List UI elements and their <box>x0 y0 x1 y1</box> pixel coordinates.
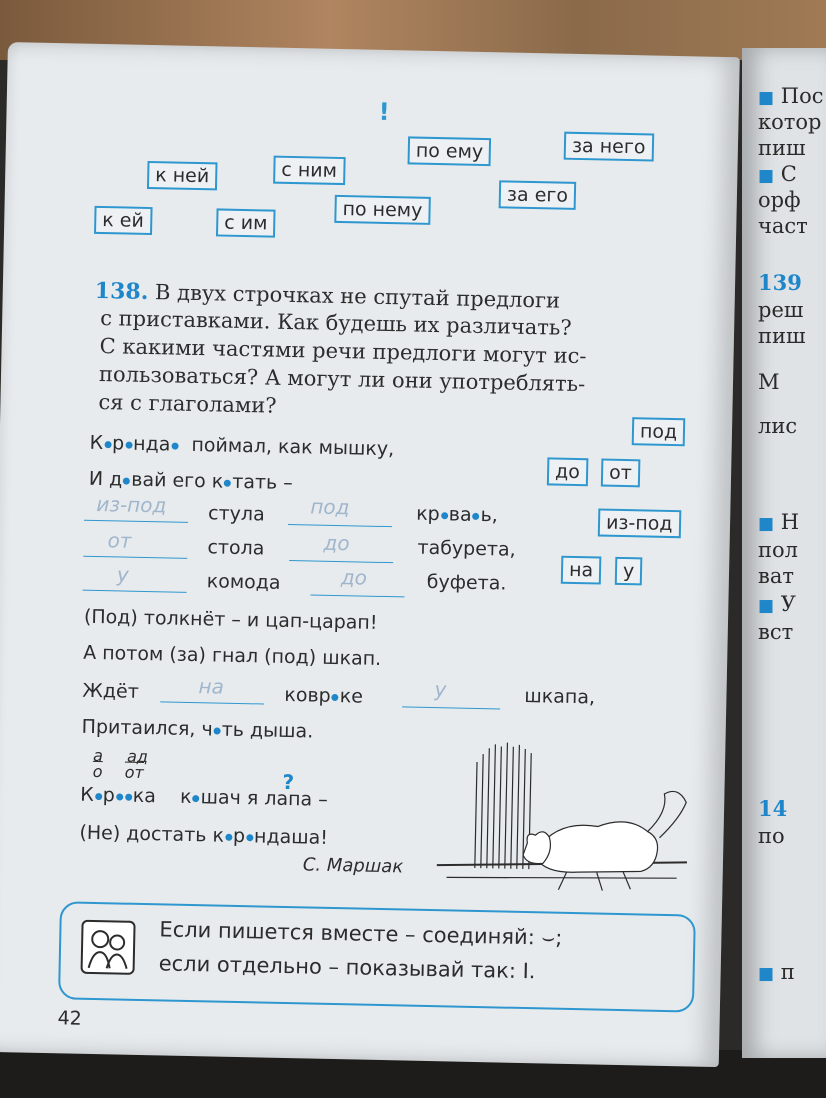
right-page-line: лис <box>758 414 798 438</box>
right-page-line: вст <box>758 620 794 644</box>
rule-box <box>58 901 696 1012</box>
preposition-box: у <box>615 557 643 586</box>
answer-blank[interactable] <box>83 532 188 559</box>
missing-letter-dot <box>125 794 132 801</box>
task-line: ся с глаголами? <box>98 389 277 418</box>
rule-line: Если пишется вместе – соединяй: ⌣; <box>159 917 563 950</box>
poem-line: К р ка к шач я лапа – <box>80 783 328 811</box>
missing-letter-dot <box>116 793 123 800</box>
right-page-line: ■ У <box>758 592 796 616</box>
right-page-line: пиш <box>758 136 806 160</box>
hint-letter: от <box>124 762 145 783</box>
square-bullet-icon: ■ <box>758 596 775 616</box>
poem-line: А потом (за) гнал (под) шкап. <box>82 641 382 670</box>
missing-letter-dot <box>104 441 111 448</box>
missing-letter-dot <box>125 442 132 449</box>
hint-letter: ад <box>126 746 149 767</box>
page-number: 42 <box>57 1007 82 1030</box>
poem-word: ковр ке <box>284 683 364 708</box>
preposition-box: под <box>632 417 686 446</box>
missing-letter-dot <box>123 478 130 485</box>
poem-word: комода <box>206 570 281 594</box>
word-pair-box: к ей <box>94 206 152 235</box>
handwritten-answer: на <box>198 674 225 699</box>
poem-word: стола <box>207 536 265 560</box>
word-pair-box: с ним <box>273 156 345 185</box>
poem-line: К р нда поймал, как мышку, <box>89 431 395 461</box>
square-bullet-icon: ■ <box>758 166 775 186</box>
square-bullet-icon: ■ <box>758 88 775 108</box>
task-line: 138. В двух строчках не спутай предлоги <box>94 277 561 313</box>
missing-letter-dot <box>171 443 178 450</box>
right-page <box>742 48 826 1058</box>
missing-letter-dot <box>441 512 448 519</box>
right-page-line: М <box>758 370 780 394</box>
poem-word: табурета, <box>417 536 516 561</box>
missing-letter-dot <box>95 793 102 800</box>
poem-line: И д вай его к тать – <box>88 467 294 495</box>
reading-children-icon <box>81 920 136 975</box>
answer-blank[interactable] <box>83 566 188 593</box>
right-page-line: ват <box>758 564 794 588</box>
question-mark-icon: ? <box>282 769 295 795</box>
word-pair-box: по ему <box>408 136 492 166</box>
task-line: пользоваться? А могут ли они употреблять- <box>98 361 586 397</box>
missing-letter-dot <box>225 834 232 841</box>
poem-line: (Под) толкнёт – и цап-царап! <box>83 605 378 634</box>
handwritten-answer: до <box>340 565 368 590</box>
word-pair-box: за него <box>564 132 654 162</box>
task-number: 138. <box>94 277 149 305</box>
right-page-line: ■ Н <box>758 510 800 534</box>
handwritten-answer: у <box>116 562 129 587</box>
rule-line: если отдельно – показывай так: I. <box>158 951 536 984</box>
poem-word: Ждёт <box>82 679 140 703</box>
hint-letter: о <box>92 761 103 782</box>
handwritten-answer: от <box>107 528 132 553</box>
exclamation-mark: ! <box>378 97 390 127</box>
square-bullet-icon: ■ <box>758 514 775 534</box>
hint-letter: а <box>92 745 104 766</box>
right-page-line: ■ п <box>758 960 795 984</box>
missing-letter-dot <box>214 727 221 734</box>
workbook-page <box>0 42 740 1067</box>
preposition-box: до <box>547 457 588 486</box>
poem-line: Притаился, ч ть дыша. <box>81 715 314 743</box>
missing-letter-dot <box>472 513 479 520</box>
handwritten-answer: из-под <box>96 491 167 518</box>
task-line: С какими частями речи предлоги могут ис- <box>99 333 587 369</box>
answer-blank[interactable] <box>402 682 501 709</box>
cat-under-cabinet-illustration <box>426 737 699 903</box>
word-pair-box: с им <box>216 208 276 237</box>
poem-word: шкапа, <box>524 684 596 709</box>
missing-letter-dot <box>332 694 339 701</box>
right-page-task-number: 139 <box>758 270 802 295</box>
missing-letter-dot <box>192 795 199 802</box>
poem-author: С. Маршак <box>302 854 404 878</box>
missing-letter-dot <box>246 834 253 841</box>
square-bullet-icon: ■ <box>758 964 775 984</box>
task-line: с приставками. Как будешь их различать? <box>99 305 572 340</box>
right-page-task-number: 14 <box>758 796 788 821</box>
word-pair-box: по нему <box>334 195 430 225</box>
poem-word: буфета. <box>426 570 507 595</box>
handwritten-answer: до <box>323 530 350 556</box>
preposition-box: от <box>601 459 640 488</box>
right-page-line: пол <box>758 538 798 562</box>
word-pair-box: за его <box>499 180 577 210</box>
preposition-box: на <box>561 556 602 585</box>
right-page-line: част <box>758 214 808 238</box>
right-page-line: ■ Пос <box>758 84 824 108</box>
poem-word: стула <box>207 502 265 526</box>
right-page-line: ■ С <box>758 162 797 186</box>
word-pair-box: к ней <box>147 161 218 190</box>
poem-line: (Не) достать к р ндаша! <box>79 821 329 849</box>
right-page-line: реш <box>758 298 804 322</box>
right-page-line: по <box>758 824 785 848</box>
right-page-line: орф <box>758 188 801 212</box>
handwritten-answer: под <box>310 494 350 520</box>
right-page-line: пиш <box>758 324 806 348</box>
preposition-box: из-под <box>598 508 681 538</box>
right-page-line: котор <box>758 110 822 134</box>
missing-letter-dot <box>224 480 231 487</box>
handwritten-answer: у <box>434 677 447 702</box>
poem-word: кр ва ь, <box>415 502 499 527</box>
